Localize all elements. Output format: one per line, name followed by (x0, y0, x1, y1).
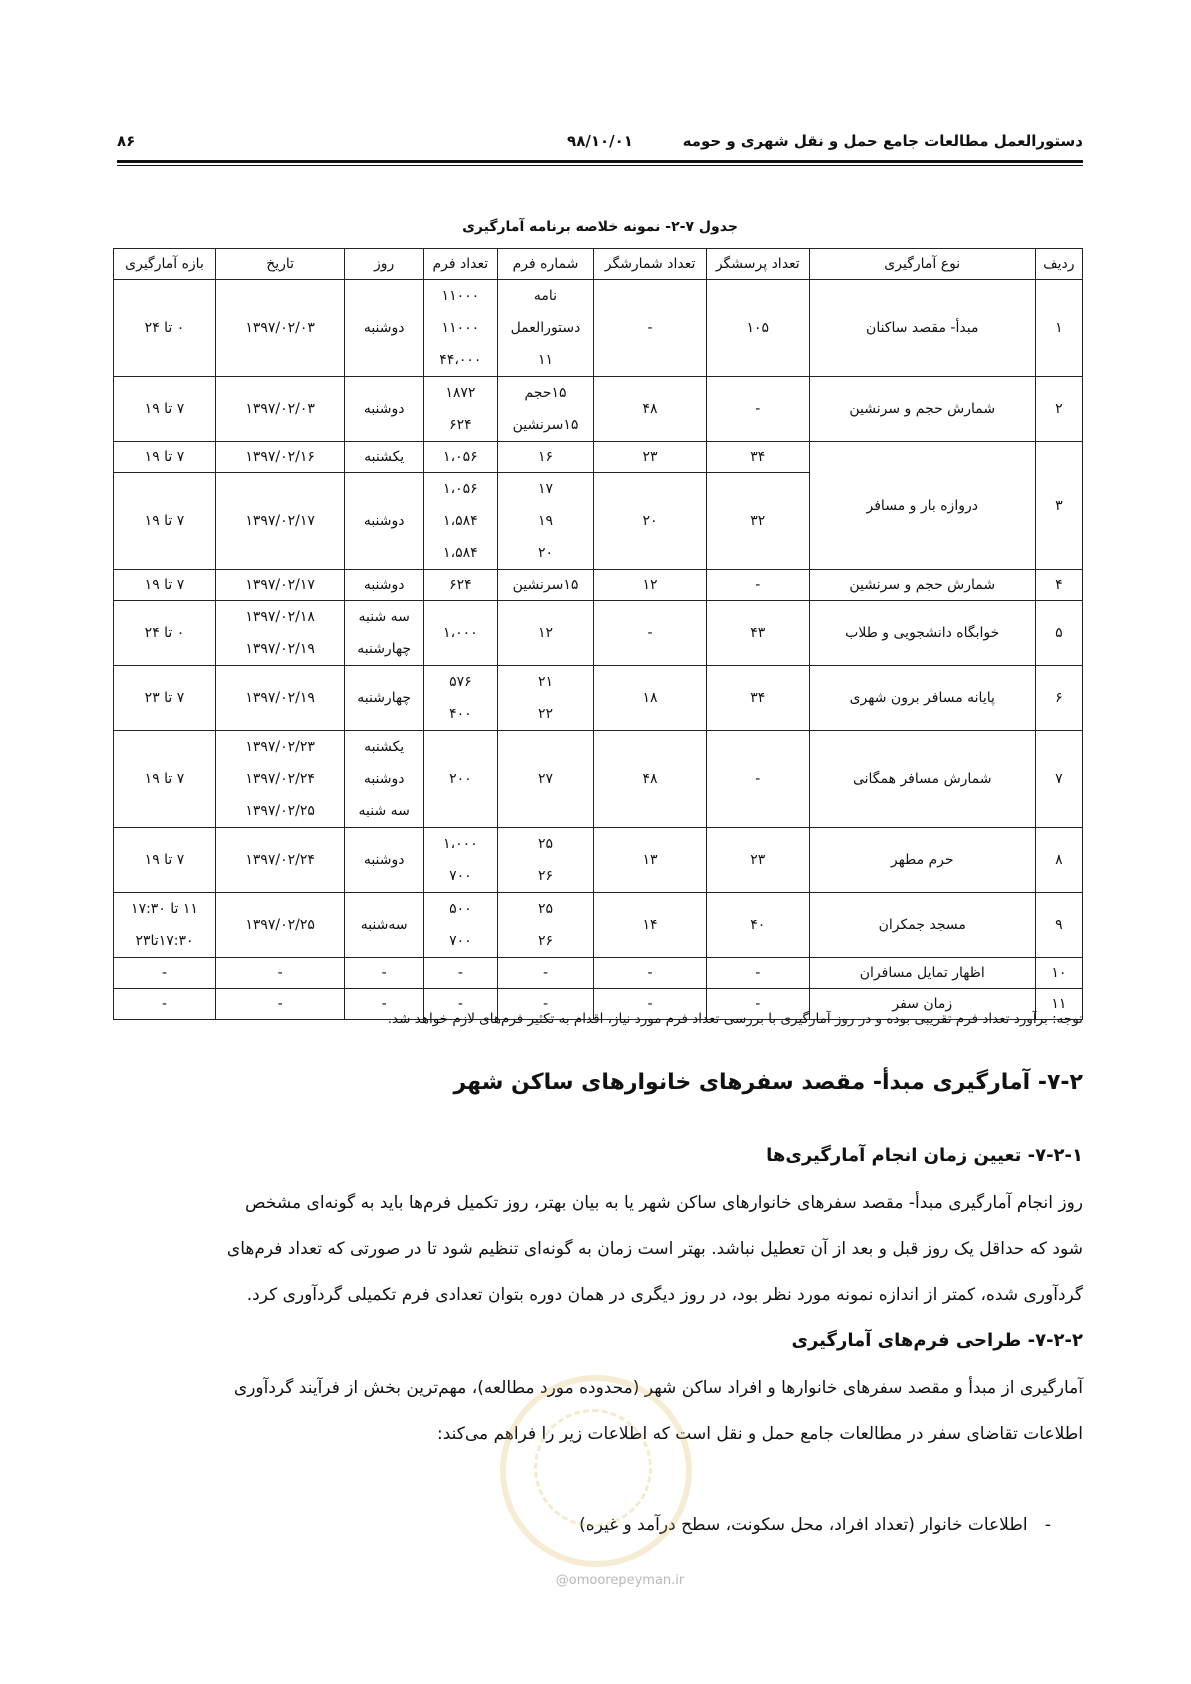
table-cell-counters: - (594, 601, 706, 666)
table-cell-form-count: ۱۸۷۲ ۶۲۴ (424, 377, 498, 442)
paragraph-line: روز انجام آمارگیری مبدأ- مقصد سفرهای خانوارهای ساکن شهر یا به بیان بهتر، روز تکمیل فرم‌ها باید به گونه‌ای مشخص (245, 1193, 1083, 1213)
table-cell-period: ۷ تا ۱۹ (114, 828, 216, 893)
table-cell-form-no: ۱۵سرنشین (497, 570, 594, 601)
table-cell-form-no: - (497, 989, 594, 1020)
watermark-text: @omoorepeyman.ir (555, 1573, 685, 1588)
table-cell-form-count: - (424, 958, 498, 989)
header-rule-thick (117, 160, 1083, 163)
table-cell-day: دوشنبه (345, 828, 424, 893)
table-cell-form-count: ۱۱۰۰۰ ۱۱۰۰۰ ۴۴،۰۰۰ (424, 280, 498, 377)
paragraph-1 (117, 1180, 1083, 1318)
table-cell-counters: ۴۸ (594, 377, 706, 442)
bullet-dash: - (1044, 1515, 1052, 1535)
section-heading: ۷-۲- آمارگیری مبدأ- مقصد سفرهای خانوارهای ساکن شهر (453, 1070, 1083, 1095)
table-cell-counters: - (594, 989, 706, 1020)
table-cell-form-count: ۵۰۰ ۷۰۰ (424, 893, 498, 958)
table-cell-date: ۱۳۹۷/۰۲/۰۳ (216, 280, 345, 377)
table-cell-date: ۱۳۹۷/۰۲/۱۷ (216, 570, 345, 601)
table-cell-day: یکشنبه (345, 442, 424, 473)
table-cell-period: ۷ تا ۱۹ (114, 377, 216, 442)
table-cell-type: زمان سفر (809, 989, 1035, 1020)
table-cell-surveyors: ۱۰۵ (706, 280, 809, 377)
table-cell-counters: ۱۴ (594, 893, 706, 958)
table-row (114, 893, 1083, 958)
table-cell-counters: ۴۸ (594, 731, 706, 828)
table-cell-row: ۱۱ (1035, 989, 1082, 1020)
table-cell-row: ۷ (1035, 731, 1082, 828)
table-cell-surveyors: ۴۳ (706, 601, 809, 666)
table-cell-row: ۶ (1035, 666, 1082, 731)
col-header: شماره فرم (497, 249, 594, 280)
table-cell-day: دوشنبه (345, 570, 424, 601)
table-cell-counters: ۱۲ (594, 570, 706, 601)
table-cell-day: - (345, 989, 424, 1020)
table-cell-form-count: ۵۷۶ ۴۰۰ (424, 666, 498, 731)
table-cell-day: دوشنبه (345, 473, 424, 570)
table-cell-period: ۷ تا ۱۹ (114, 473, 216, 570)
table-cell-counters: ۲۰ (594, 473, 706, 570)
table-row (114, 442, 1083, 473)
table-cell-form-count: ۱،۰۵۶ ۱،۵۸۴ ۱،۵۸۴ (424, 473, 498, 570)
table-cell-period: ۷ تا ۱۹ (114, 442, 216, 473)
table-caption: جدول ۷-۲- نمونه خلاصه برنامه آمارگیری (462, 219, 738, 235)
col-header: تعداد فرم (424, 249, 498, 280)
table-cell-counters: ۱۸ (594, 666, 706, 731)
table-cell-row: ۱۰ (1035, 958, 1082, 989)
table-cell-counters: ۱۳ (594, 828, 706, 893)
table-cell-surveyors: ۳۴ (706, 666, 809, 731)
table-cell-type: شمارش حجم و سرنشین (809, 377, 1035, 442)
table-cell-period: ۷ تا ۲۳ (114, 666, 216, 731)
col-header: تعداد پرسشگر (706, 249, 809, 280)
table-cell-surveyors: - (706, 731, 809, 828)
table-cell-counters: ۲۳ (594, 442, 706, 473)
table-cell-period: ۰ تا ۲۴ (114, 280, 216, 377)
table-cell-form-no: ۲۵ ۲۶ (497, 893, 594, 958)
table-cell-day: دوشنبه (345, 377, 424, 442)
table-cell-form-count: ۱،۰۵۶ (424, 442, 498, 473)
table-cell-form-no: ۱۶ (497, 442, 594, 473)
col-header: نوع آمارگیری (809, 249, 1035, 280)
table-cell-period: ۱۱ تا ۱۷:۳۰ ۱۷:۳۰تا۲۳ (114, 893, 216, 958)
col-header: روز (345, 249, 424, 280)
paragraph-line: گردآوری شده، کمتر از اندازه نمونه مورد نظر بود، در روز دیگری در همان دوره بتوان تعدادی فرم تکمیلی گردآوری کرد. (246, 1285, 1083, 1305)
table-cell-period: - (114, 958, 216, 989)
table-cell-date: - (216, 989, 345, 1020)
paragraph-2 (117, 1365, 1083, 1457)
table-row (114, 570, 1083, 601)
table-cell-row: ۱ (1035, 280, 1082, 377)
table-cell-surveyors: ۳۴ (706, 442, 809, 473)
table-cell-date: ۱۳۹۷/۰۲/۲۴ (216, 828, 345, 893)
table-cell-surveyors: - (706, 377, 809, 442)
table-cell-row: ۴ (1035, 570, 1082, 601)
table-cell-type: شمارش مسافر همگانی (809, 731, 1035, 828)
col-header: ردیف (1035, 249, 1082, 280)
table-header-row (114, 249, 1083, 280)
table-cell-date: ۱۳۹۷/۰۲/۲۳ ۱۳۹۷/۰۲/۲۴ ۱۳۹۷/۰۲/۲۵ (216, 731, 345, 828)
table-row (114, 377, 1083, 442)
table-cell-form-no: ۲۷ (497, 731, 594, 828)
table-cell-type: حرم مطهر (809, 828, 1035, 893)
table-row (114, 828, 1083, 893)
col-header: تاریخ (216, 249, 345, 280)
table-cell-date: - (216, 958, 345, 989)
page-number: ۸۶ (117, 132, 136, 150)
table-cell-counters: - (594, 958, 706, 989)
table-row (114, 280, 1083, 377)
table-cell-period: ۷ تا ۱۹ (114, 731, 216, 828)
table-row (114, 731, 1083, 828)
table-cell-date: ۱۳۹۷/۰۲/۱۹ (216, 666, 345, 731)
table-cell-form-no: ۱۷ ۱۹ ۲۰ (497, 473, 594, 570)
subsection-heading-1: ۷-۲-۱- تعیین زمان انجام آمارگیری‌ها (766, 1145, 1083, 1166)
paragraph-line: اطلاعات تقاضای سفر در مطالعات جامع حمل و نقل است که اطلاعات زیر را فراهم می‌کند: (437, 1424, 1083, 1444)
table-cell-form-no: ۱۲ (497, 601, 594, 666)
table-cell-form-count: - (424, 989, 498, 1020)
table-cell-form-no: ۱۵حجم ۱۵سرنشین (497, 377, 594, 442)
bullet-item (117, 1515, 1063, 1535)
table-cell-type: دروازه بار و مسافر (809, 442, 1035, 570)
subsection-heading-2: ۷-۲-۲- طراحی فرم‌های آمارگیری (791, 1330, 1083, 1351)
table-cell-date: ۱۳۹۷/۰۲/۱۶ (216, 442, 345, 473)
survey-schedule-table (113, 248, 1083, 1020)
table-cell-type: پایانه مسافر برون شهری (809, 666, 1035, 731)
table-row (114, 958, 1083, 989)
table-cell-form-no: ۲۱ ۲۲ (497, 666, 594, 731)
bullet-text: اطلاعات خانوار (تعداد افراد، محل سکونت، سطح درآمد و غیره) (579, 1515, 1028, 1535)
table-cell-row: ۳ (1035, 442, 1082, 570)
table-cell-row: ۲ (1035, 377, 1082, 442)
table-cell-surveyors: ۳۲ (706, 473, 809, 570)
table-cell-type: مبدأ- مقصد ساکنان (809, 280, 1035, 377)
table-cell-date: ۱۳۹۷/۰۲/۱۸ ۱۳۹۷/۰۲/۱۹ (216, 601, 345, 666)
table-cell-form-no: ۲۵ ۲۶ (497, 828, 594, 893)
header-date: ۹۸/۱۰/۰۱ (567, 132, 633, 150)
table-cell-row: ۵ (1035, 601, 1082, 666)
page-header (117, 132, 1083, 154)
header-rule-thin (117, 165, 1083, 166)
table-cell-surveyors: - (706, 989, 809, 1020)
table-cell-form-no: - (497, 958, 594, 989)
table-cell-surveyors: - (706, 958, 809, 989)
table-cell-row: ۸ (1035, 828, 1082, 893)
table-cell-day: یکشنبه دوشنبه سه شنبه (345, 731, 424, 828)
table-cell-day: چهارشنبه (345, 666, 424, 731)
table-cell-form-no: نامه دستورالعمل ۱۱ (497, 280, 594, 377)
table-cell-type: شمارش حجم و سرنشین (809, 570, 1035, 601)
table-cell-date: ۱۳۹۷/۰۲/۲۵ (216, 893, 345, 958)
table-row (114, 666, 1083, 731)
table-cell-form-count: ۲۰۰ (424, 731, 498, 828)
table-cell-counters: - (594, 280, 706, 377)
table-cell-period: - (114, 989, 216, 1020)
table-cell-period: ۰ تا ۲۴ (114, 601, 216, 666)
table-cell-date: ۱۳۹۷/۰۲/۰۳ (216, 377, 345, 442)
table-cell-day: دوشنبه (345, 280, 424, 377)
header-title: دستورالعمل مطالعات جامع حمل و نقل شهری و حومه (682, 132, 1083, 150)
table-cell-day: - (345, 958, 424, 989)
table-cell-surveyors: - (706, 570, 809, 601)
paragraph-line: آمارگیری از مبدأ و مقصد سفرهای خانوارها و افراد ساکن شهر (محدوده مورد مطالعه)، مهم‌ترین بخش از فرآیند گردآوری (233, 1378, 1083, 1398)
table-cell-type: اظهار تمایل مسافران (809, 958, 1035, 989)
table-cell-surveyors: ۲۳ (706, 828, 809, 893)
table-cell-type: مسجد جمکران (809, 893, 1035, 958)
table-cell-type: خوابگاه دانشجویی و طلاب (809, 601, 1035, 666)
table-cell-form-count: ۱،۰۰۰ ۷۰۰ (424, 828, 498, 893)
table-cell-day: سه‌شنبه (345, 893, 424, 958)
col-header: بازه آمارگیری (114, 249, 216, 280)
table-cell-form-count: ۱،۰۰۰ (424, 601, 498, 666)
table-cell-surveyors: ۴۰ (706, 893, 809, 958)
table-cell-row: ۹ (1035, 893, 1082, 958)
table-note: توجه: برآورد تعداد فرم تقریبی بوده و در روز آمارگیری با بررسی تعداد فرم مورد نیاز، اقدام به تکثیر فرم‌های لازم خواهد شد. (387, 1011, 1083, 1027)
paragraph-line: شود که حداقل یک روز قبل و بعد از آن تعطیل نباشد. بهتر است زمان به گونه‌ای تنظیم شود تا در صورتی که تعداد فرم‌های (226, 1239, 1083, 1259)
table-row (114, 601, 1083, 666)
table-cell-period: ۷ تا ۱۹ (114, 570, 216, 601)
table-cell-date: ۱۳۹۷/۰۲/۱۷ (216, 473, 345, 570)
table-cell-day: سه شنبه چهارشنبه (345, 601, 424, 666)
table-cell-form-count: ۶۲۴ (424, 570, 498, 601)
col-header: تعداد شمارشگر (594, 249, 706, 280)
